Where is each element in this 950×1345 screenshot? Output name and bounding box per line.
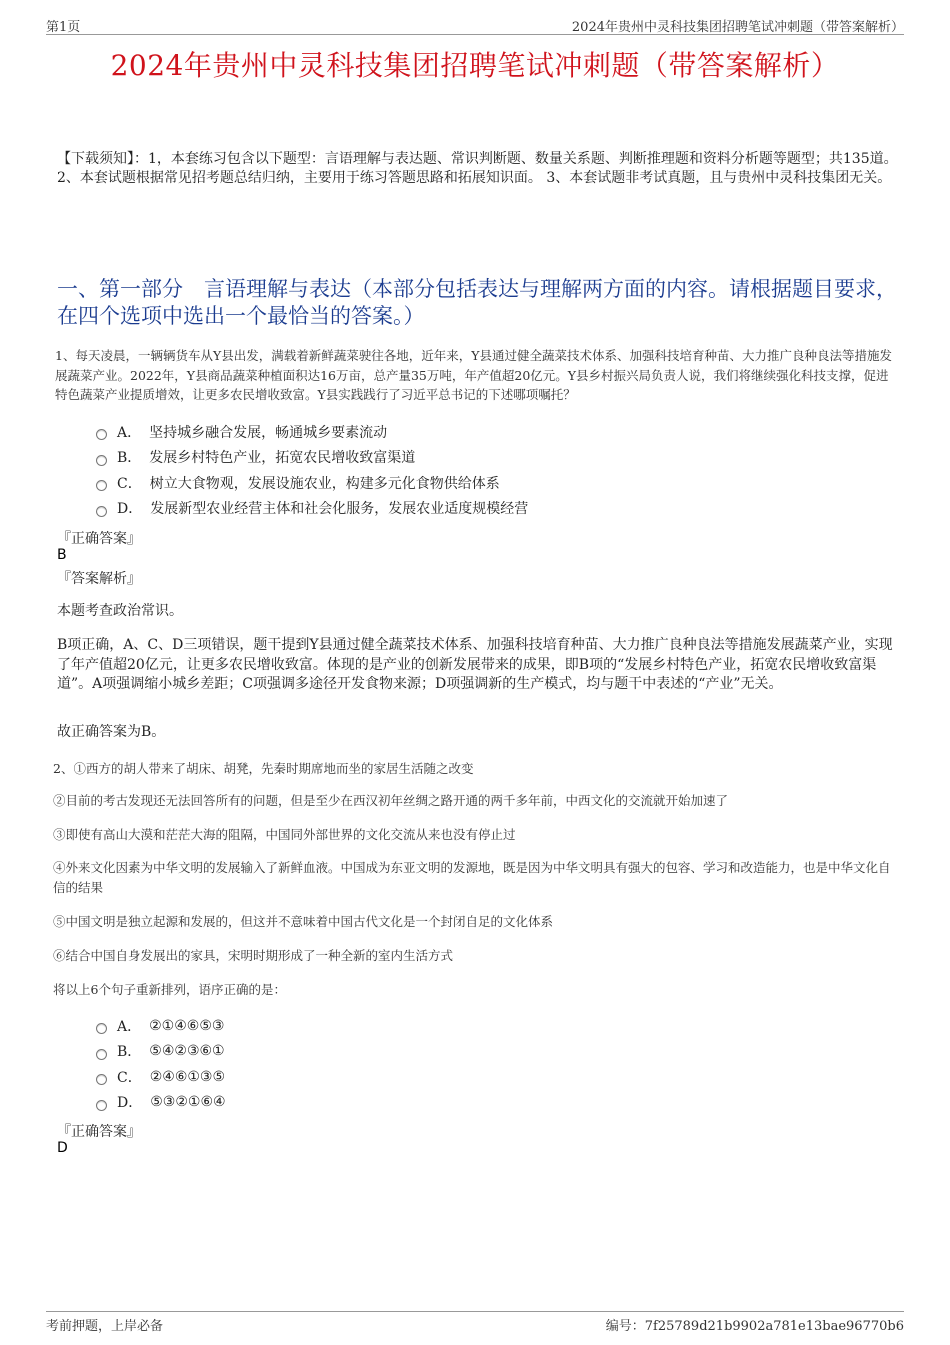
footer-slogan: 考前押题，上岸必备 bbox=[46, 1319, 164, 1334]
radio-icon[interactable] bbox=[96, 455, 107, 466]
footer-code: 编号：7f25789d21b9902a781e13bae96770b6 bbox=[605, 1319, 904, 1334]
section-title: 一、第一部分 言语理解与表达（本部分包括表达与理解两方面的内容。请根据题目要求，在四个选项中选出一个最恰当的答案。） bbox=[57, 277, 897, 328]
radio-icon[interactable] bbox=[96, 480, 107, 491]
analysis-conclusion: 故正确答案为B。 bbox=[57, 724, 166, 740]
header-doc-title: 2024年贵州中灵科技集团招聘笔试冲刺题（带答案解析） bbox=[571, 20, 904, 35]
radio-icon[interactable] bbox=[96, 1074, 107, 1085]
radio-icon[interactable] bbox=[96, 1100, 107, 1111]
question-2-sentence-1: 2、①西方的胡人带来了胡床、胡凳，先秦时期席地而坐的家居生活随之改变 bbox=[53, 761, 474, 776]
download-notice: 【下载须知】：1，本套练习包含以下题型：言语理解与表达题、常识判断题、数量关系题、判断推理题和资料分析题等题型；共135道。 2、本套试题根据常见招考题总结归纳，主要用于练习答题思路和拓展知识面。 3、本套试题非考试真题，且与贵州中灵科技集团无关。 bbox=[57, 151, 898, 186]
option-c[interactable]: C． ②④⑥①③⑤ bbox=[96, 1064, 226, 1090]
answer-value: D bbox=[57, 1140, 68, 1156]
answer-label: 『正确答案』 bbox=[57, 531, 141, 547]
question-2-sentence-3: ③即使有高山大漠和茫茫大海的阻隔，中国同外部世界的文化交流从来也没有停止过 bbox=[53, 827, 516, 842]
page-title: 2024年贵州中灵科技集团招聘笔试冲刺题（带答案解析） bbox=[110, 49, 840, 82]
radio-icon[interactable] bbox=[96, 1023, 107, 1034]
option-d[interactable]: D． 发展新型农业经营主体和社会化服务，发展农业适度规模经营 bbox=[96, 496, 528, 522]
analysis-intro: 本题考查政治常识。 bbox=[57, 603, 183, 619]
option-d[interactable]: D． ⑤③②①⑥④ bbox=[96, 1090, 226, 1116]
radio-icon[interactable] bbox=[96, 1049, 107, 1060]
question-2-sentence-2: ②目前的考古发现还无法回答所有的问题，但是至少在西汉初年丝绸之路开通的两千多年前，中西文化的交流就开始加速了 bbox=[53, 793, 729, 808]
page-number: 第1页 bbox=[46, 20, 81, 35]
question-1-text: 1、每天凌晨，一辆辆货车从Y县出发，满载着新鲜蔬菜驶往各地，近年来，Y县通过健全蔬菜技术体系、加强科技培育种苗、大力推广良种良法等措施发展蔬菜产业。2022年，Y县商品蔬菜种植面积达16万亩，总产量35万吨，年产值超20亿元。Y县乡村振兴局负责人说，我们将继续强化科技支撑，促进特色蔬菜产业提质增效，让更多农民增收致富。Y县实践践行了习近平总书记的下述哪项嘱托？ bbox=[55, 348, 892, 402]
analysis-body: B项正确，A、C、D三项错误，题干提到Y县通过健全蔬菜技术体系、加强科技培育种苗、大力推广良种良法等措施发展蔬菜产业，实现了年产值超20亿元，让更多农民增收致富。体现的是产业的创新发展带来的成果，即B项的“发展乡村特色产业，拓宽农民增收致富渠道”。A项强调缩小城乡差距；C项强调多途径开发食物来源；D项强调新的生产模式，均与题干中表述的“产业”无关。 bbox=[57, 637, 893, 692]
question-2-sentence-4: ④外来文化因素为中华文明的发展输入了新鲜血液。中国成为东亚文明的发源地，既是因为中华文明具有强大的包容、学习和改造能力，也是中华文化自信的结果 bbox=[53, 860, 891, 895]
question-2-sentence-5: ⑤中国文明是独立起源和发展的，但这并不意味着中国古代文化是一个封闭自足的文化体系 bbox=[53, 914, 554, 929]
answer-label: 『正确答案』 bbox=[57, 1124, 141, 1140]
question-2-sentence-6: ⑥结合中国自身发展出的家具，宋明时期形成了一种全新的室内生活方式 bbox=[53, 948, 454, 963]
option-c[interactable]: C． 树立大食物观，发展设施农业，构建多元化食物供给体系 bbox=[96, 470, 528, 496]
option-a[interactable]: A． ②①④⑥⑤③ bbox=[96, 1013, 226, 1039]
option-a[interactable]: A． 坚持城乡融合发展，畅通城乡要素流动 bbox=[96, 419, 528, 445]
analysis-label: 『答案解析』 bbox=[57, 571, 141, 587]
option-b[interactable]: B． 发展乡村特色产业，拓宽农民增收致富渠道 bbox=[96, 445, 528, 471]
answer-value: B bbox=[57, 547, 67, 563]
question-2-options bbox=[96, 1013, 226, 1115]
question-2-prompt: 将以上6个句子重新排列，语序正确的是： bbox=[53, 982, 286, 997]
radio-icon[interactable] bbox=[96, 429, 107, 440]
option-b[interactable]: B． ⑤④②③⑥① bbox=[96, 1039, 226, 1065]
page-header bbox=[46, 14, 904, 35]
radio-icon[interactable] bbox=[96, 506, 107, 517]
page-footer bbox=[46, 1311, 904, 1334]
question-1-options bbox=[96, 419, 528, 521]
